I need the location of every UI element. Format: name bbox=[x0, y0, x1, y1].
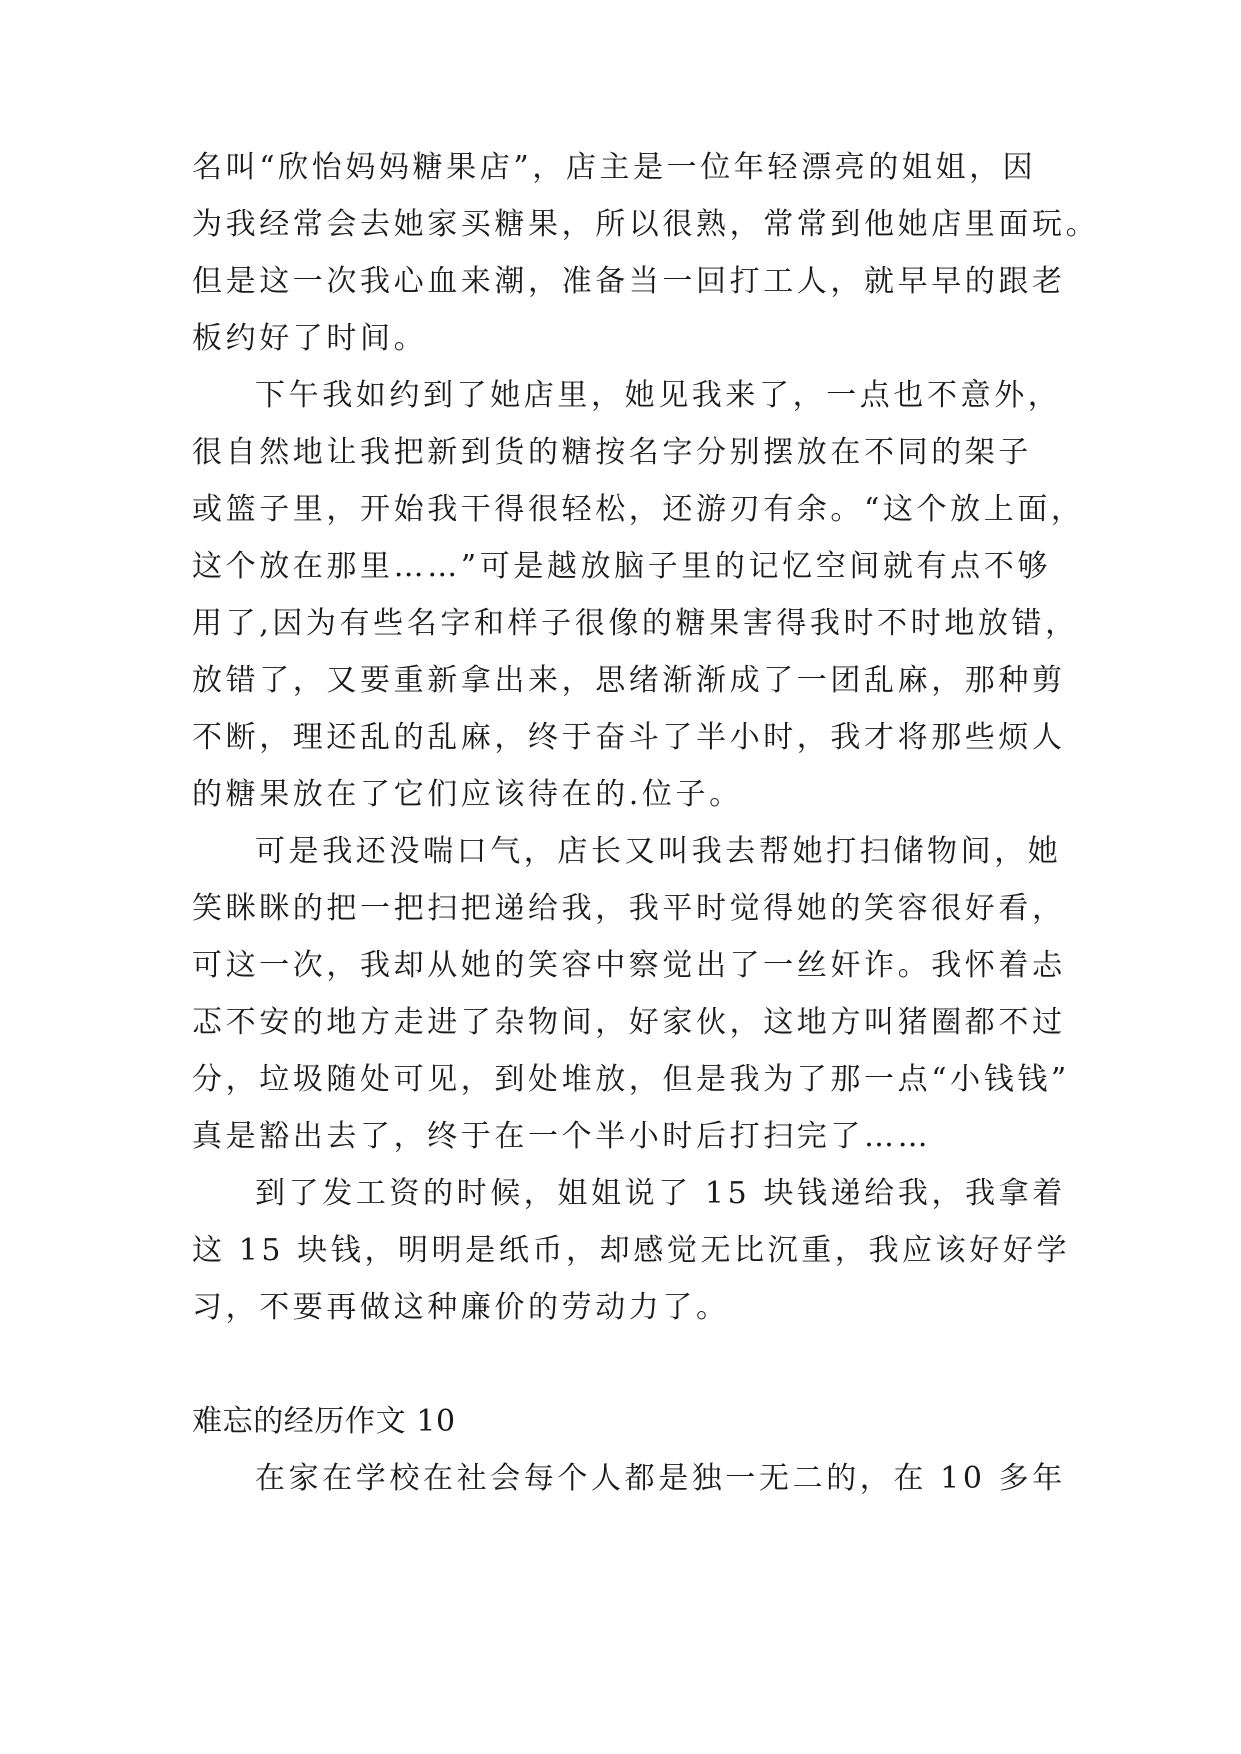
paragraph-first-line: 在家在学校在社会每个人都是独一无二的，在 10 多年 bbox=[255, 1461, 1066, 1496]
text-line: 为我经常会去她家买糖果，所以很熟，常常到他她店里面玩。 bbox=[192, 207, 1100, 242]
text-line: 或篮子里，开始我干得很轻松，还游刃有余。“这个放上面， bbox=[192, 492, 1085, 527]
text-line: 不断，理还乱的乱麻，终于奋斗了半小时，我才将那些烦人 bbox=[192, 720, 1066, 755]
text-line: 忑不安的地方走进了杂物间，好家伙，这地方叫猪圈都不过 bbox=[192, 1005, 1066, 1040]
text-line: 这 15 块钱，明明是纸币，却感觉无比沉重，我应该好好学 bbox=[192, 1233, 1071, 1268]
text-line: 这个放在那里……”可是越放脑子里的记忆空间就有点不够 bbox=[192, 549, 1051, 584]
text-line: 真是豁出去了，终于在一个半小时后打扫完了…… bbox=[192, 1119, 932, 1154]
text-line: 用了,因为有些名字和样子很像的糖果害得我时不时地放错， bbox=[192, 606, 1079, 641]
text-line: 但是这一次我心血来潮，准备当一回打工人，就早早的跟老 bbox=[192, 264, 1066, 299]
paragraph-first-line: 可是我还没喘口气，店长又叫我去帮她打扫储物间，她 bbox=[255, 834, 1062, 869]
text-line: 可这一次，我却从她的笑容中察觉出了一丝奸诈。我怀着忐 bbox=[192, 948, 1066, 983]
section-heading: 难忘的经历作文 10 bbox=[192, 1404, 456, 1439]
paragraph-first-line: 下午我如约到了她店里，她见我来了，一点也不意外， bbox=[255, 378, 1062, 413]
text-line: 放错了，又要重新拿出来，思绪渐渐成了一团乱麻，那种剪 bbox=[192, 663, 1066, 698]
text-line: 笑眯眯的把一把扫把递给我，我平时觉得她的笑容很好看， bbox=[192, 891, 1066, 926]
text-line: 名叫“欣怡妈妈糖果店”，店主是一位年轻漂亮的姐姐，因 bbox=[192, 150, 1037, 185]
text-line: 的糖果放在了它们应该待在的.位子。 bbox=[192, 777, 743, 812]
text-line: 板约好了时间。 bbox=[192, 321, 428, 356]
text-line: 很自然地让我把新到货的糖按名字分别摆放在不同的架子 bbox=[192, 435, 1032, 470]
paragraph-first-line: 到了发工资的时候，姐姐说了 15 块钱递给我，我拿着 bbox=[255, 1176, 1066, 1211]
text-line: 习，不要再做这种廉价的劳动力了。 bbox=[192, 1290, 730, 1325]
text-line: 分，垃圾随处可见，到处堆放，但是我为了那一点“小钱钱” bbox=[192, 1062, 1070, 1097]
